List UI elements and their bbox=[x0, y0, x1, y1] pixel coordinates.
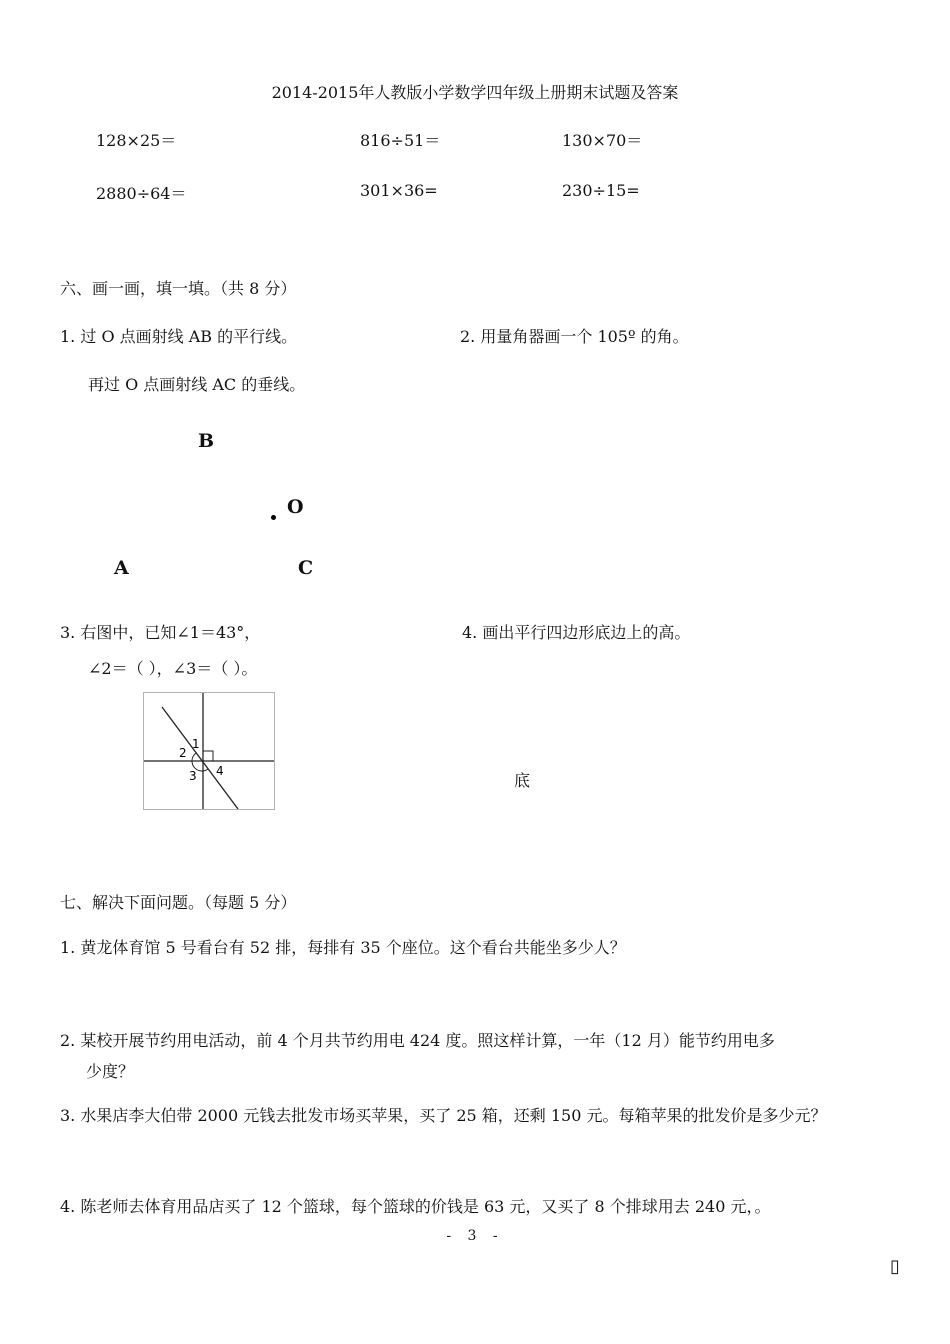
angle-label-4: 4 bbox=[216, 764, 224, 778]
angle-label-1: 1 bbox=[192, 737, 200, 751]
section7-q2-line2: 少度？ bbox=[86, 1062, 135, 1081]
section6-q2: 2. 用量角器画一个 105º 的角。 bbox=[460, 327, 689, 346]
page-number: - 3 - bbox=[446, 1228, 504, 1244]
calc-3: 130×70＝ bbox=[562, 131, 643, 150]
point-a-label: A bbox=[114, 557, 129, 579]
base-label: 底 bbox=[514, 771, 531, 790]
point-c-label: C bbox=[298, 557, 314, 579]
point-b-label: B bbox=[198, 430, 215, 452]
section7-title: 七、解决下面问题。（每题 5 分） bbox=[60, 893, 297, 912]
angle-figure bbox=[143, 692, 275, 810]
diagonal-line bbox=[162, 707, 238, 809]
page-header: 2014-2015年人教版小学数学四年级上册期末试题及答案 bbox=[271, 83, 679, 102]
section6-q3-line2: ∠2＝（ ），∠3＝（ ）。 bbox=[88, 659, 258, 678]
section6-q1-line1: 1. 过 O 点画射线 AB 的平行线。 bbox=[60, 327, 298, 346]
section7-q2-line1: 2. 某校开展节约用电活动，前 4 个月共节约用电 424 度。照这样计算，一年（12 月）能节约用电多 bbox=[60, 1031, 775, 1050]
calc-6: 230÷15= bbox=[562, 181, 640, 200]
angle-label-2: 2 bbox=[179, 746, 187, 760]
section7-q4: 4. 陈老师去体育用品店买了 12 个篮球，每个篮球的价钱是 63 元，又买了 8 个排球用去 240 元，。 bbox=[60, 1197, 771, 1216]
section7-q3: 3. 水果店李大伯带 2000 元钱去批发市场买苹果，买了 25 箱，还剩 150 元。每箱苹果的批发价是多少元？ bbox=[60, 1106, 827, 1125]
calc-2: 816÷51＝ bbox=[360, 131, 441, 150]
section6-title: 六、画一画，填一填。（共 8 分） bbox=[60, 279, 297, 298]
calc-1: 128×25＝ bbox=[96, 131, 177, 150]
point-o-dot bbox=[271, 515, 276, 520]
section6-q1-line2: 再过 O 点画射线 AC 的垂线。 bbox=[88, 375, 306, 394]
calc-4: 2880÷64＝ bbox=[96, 184, 187, 203]
point-o-label: O bbox=[287, 496, 304, 518]
angle-label-3: 3 bbox=[189, 769, 197, 783]
section7-q1: 1. 黄龙体育馆 5 号看台有 52 排，每排有 35 个座位。这个看台共能坐多少人？ bbox=[60, 938, 626, 957]
section6-q3-line1: 3. 右图中，已知∠1＝43°， bbox=[60, 623, 261, 642]
corner-glyph: ▯ bbox=[890, 1256, 900, 1277]
right-angle-mark bbox=[203, 751, 213, 761]
section6-q4: 4. 画出平行四边形底边上的高。 bbox=[462, 623, 691, 642]
calc-5: 301×36= bbox=[360, 181, 438, 200]
